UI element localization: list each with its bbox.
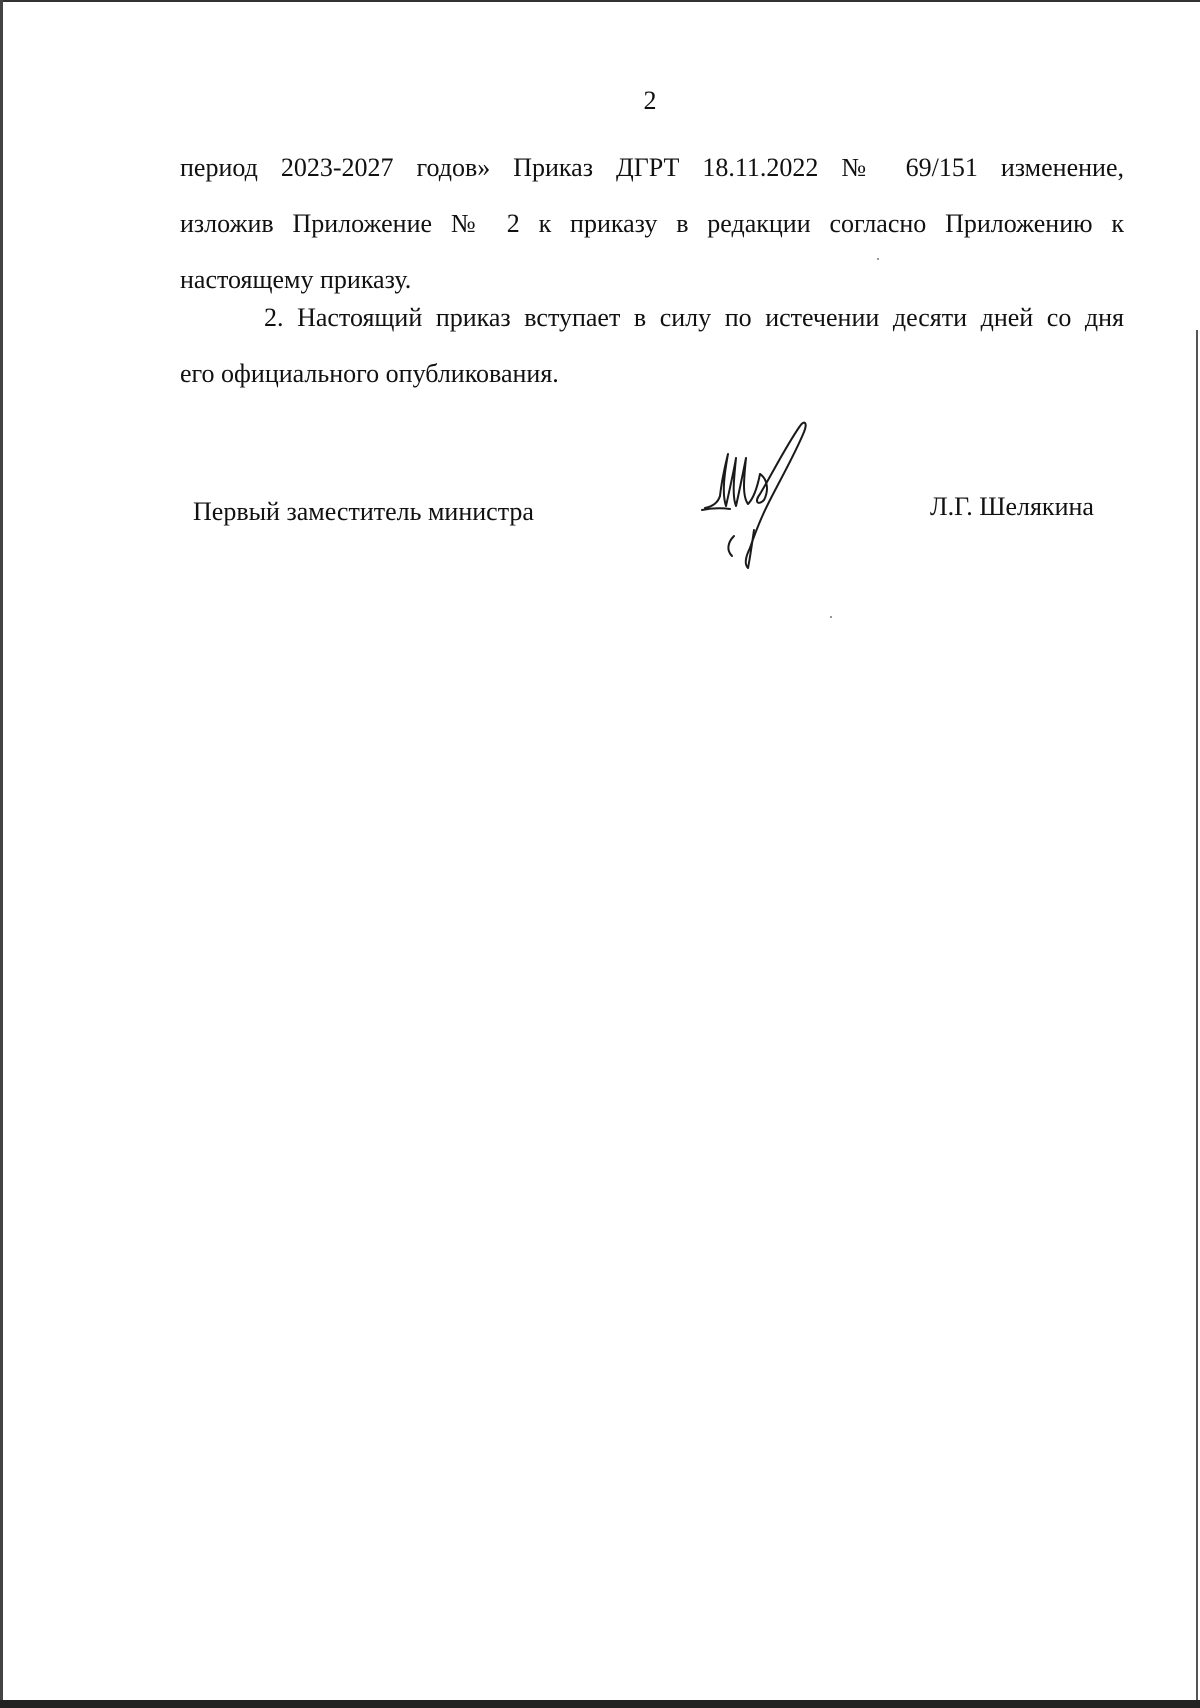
scan-edge-top [0, 0, 1200, 2]
text-line: изложив Приложение № 2 к приказу в редакции согласно Приложению к [180, 209, 1124, 238]
paragraph-1 [180, 140, 1124, 308]
paragraph-2 [180, 290, 1124, 402]
handwritten-signature-icon [700, 418, 840, 578]
scan-edge-right [1196, 330, 1198, 1700]
page-number: 2 [643, 86, 657, 115]
scan-speck [830, 616, 832, 618]
text-line: его официального опубликования. [180, 359, 559, 388]
scan-edge-bottom [0, 1700, 1200, 1708]
scan-edge-left [0, 0, 3, 1708]
scan-speck [877, 258, 879, 260]
text-line: настоящему приказу. [180, 265, 412, 294]
text-line: период 2023-2027 годов» Приказ ДГРТ 18.11.2022 № 69/151 изменение, [180, 153, 1124, 182]
text-line: 2. Настоящий приказ вступает в силу по истечении десяти дней со дня [264, 303, 1124, 332]
signer-name: Л.Г. Шелякина [930, 492, 1094, 521]
signer-position: Первый заместитель министра [193, 497, 534, 526]
